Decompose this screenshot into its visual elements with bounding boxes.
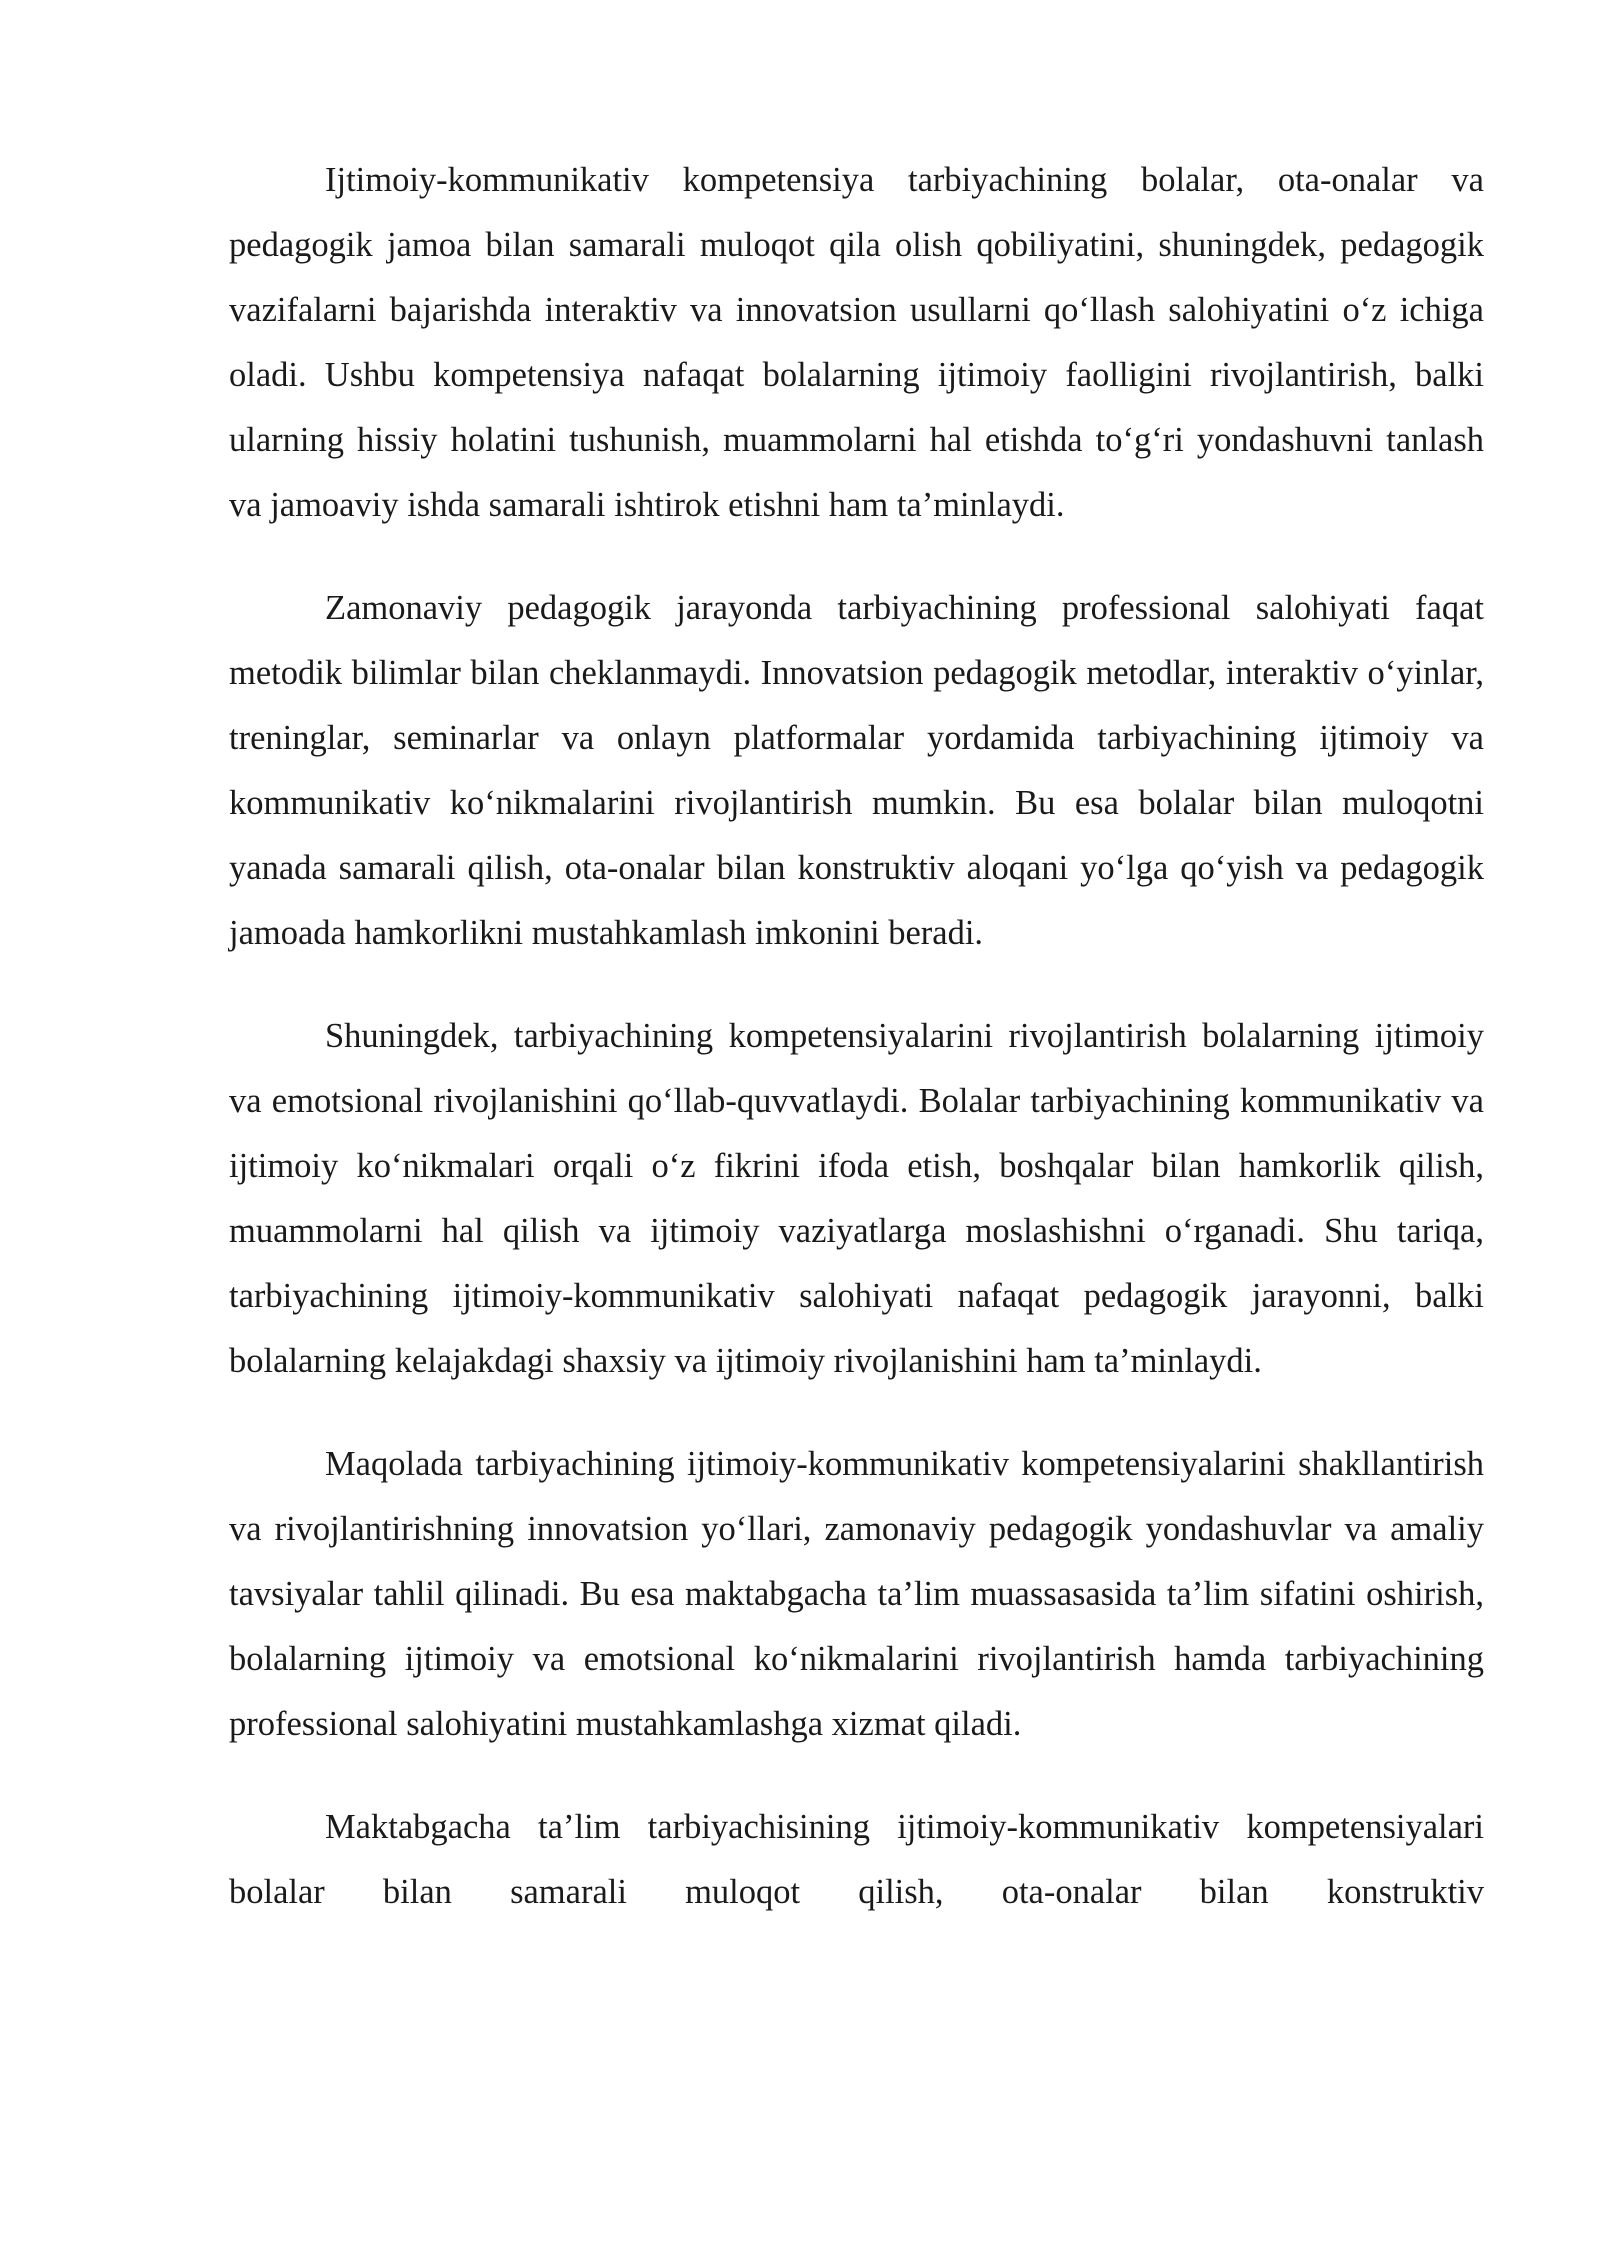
paragraph-3: Shuningdek, tarbiyachining kompetensiyalarini rivojlantirish bolalarning ijtimoiy va emotsional rivojlanishini qo‘llab-quvvatlaydi. Bolalar tarbiyachining kommunikativ va ijtimoiy ko‘nikmalari orqali o‘z fikrini ifoda etish, boshqalar bilan hamkorlik qilish, muammolarni hal qilish va ijtimoiy vaziyatlarga moslashishni o‘rganadi. Shu tariqa, tarbiyachining ijtimoiy-kommunikativ salohiyati nafaqat pedagogik jarayonni, balki bolalarning kelajakdagi shaxsiy va ijtimoiy rivojlanishini ham ta’minlaydi. [229,1017,1484,1380]
paragraph-4: Maqolada tarbiyachining ijtimoiy-kommunikativ kompetensiyalarini shakllantirish va rivojlantirishning innovatsion yo‘llari, zamonaviy pedagogik yondashuvlar va amaliy tavsiyalar tahlil qilinadi. Bu esa maktabgacha ta’lim muassasasida ta’lim sifatini oshirish, bolalarning ijtimoiy va emotsional ko‘nikmalarini rivojlantirish hamda tarbiyachining professional salohiyatini mustahkamlashga xizmat qiladi. [229,1445,1484,1743]
paragraph-2: Zamonaviy pedagogik jarayonda tarbiyachining professional salohiyati faqat metodik bilimlar bilan cheklanmaydi. Innovatsion pedagogik metodlar, interaktiv o‘yinlar, treninglar, seminarlar va onlayn platformalar yordamida tarbiyachining ijtimoiy va kommunikativ ko‘nikmalarini rivojlantirish mumkin. Bu esa bolalar bilan muloqotni yanada samarali qilish, ota-onalar bilan konstruktiv aloqani yo‘lga qo‘yish va pedagogik jamoada hamkorlikni mustahkamlash imkonini beradi. [229,589,1484,952]
paragraph-5: Maktabgacha ta’lim tarbiyachisining ijtimoiy-kommunikativ kompetensiyalari bolalar bilan samarali muloqot qilish, ota-onalar bilan konstruktiv [229,1808,1484,1911]
paragraph-1: Ijtimoiy-kommunikativ kompetensiya tarbiyachining bolalar, ota-onalar va pedagogik jamoa bilan samarali muloqot qila olish qobiliyatini, shuningdek, pedagogik vazifalarni bajarishda interaktiv va innovatsion usullarni qo‘llash salohiyatini o‘z ichiga oladi. Ushbu kompetensiya nafaqat bolalarning ijtimoiy faolligini rivojlantirish, balki ularning hissiy holatini tushunish, muammolarni hal etishda to‘g‘ri yondashuvni tanlash va jamoaviy ishda samarali ishtirok etishni ham ta’minlaydi. [229,161,1484,524]
body-text [229,148,1484,1925]
